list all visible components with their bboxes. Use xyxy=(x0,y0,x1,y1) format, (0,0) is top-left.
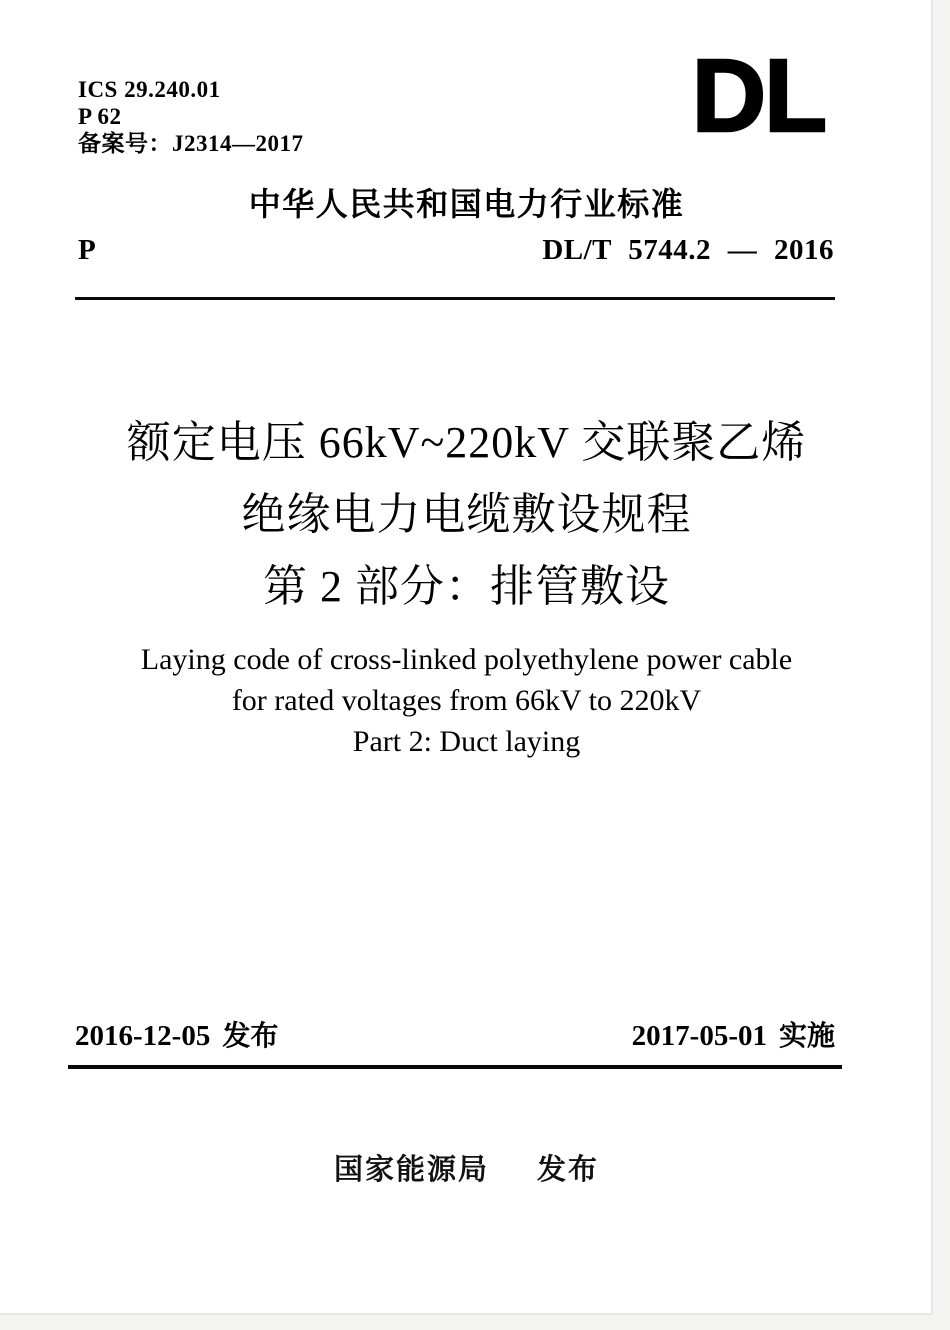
publisher-action: 发布 xyxy=(537,1154,600,1186)
implementation-date: 2017-05-01 xyxy=(631,1020,767,1052)
title-cn-line3: 第 2 部分：排管敷设 xyxy=(263,562,670,611)
issue-label: 发布 xyxy=(222,1020,279,1051)
issue-date: 2016-12-05 xyxy=(75,1020,211,1052)
title-cn-line2: 绝缘电力电缆敷设规程 xyxy=(241,490,692,539)
footer-divider-rule xyxy=(68,1065,842,1069)
title-en-line3: Part 2: Duct laying xyxy=(352,725,581,758)
implementation-label: 实施 xyxy=(778,1020,835,1051)
publisher-name: 国家能源局 xyxy=(333,1154,489,1186)
publisher-line xyxy=(0,1147,933,1188)
dates-row xyxy=(75,1014,835,1054)
title-en-line1: Laying code of cross-linked polyethylene power cable xyxy=(140,643,793,676)
code-block xyxy=(78,76,304,157)
classification-code: P 62 xyxy=(78,104,122,129)
title-chinese xyxy=(0,407,933,623)
standard-number-row xyxy=(78,234,834,267)
standard-type-heading: 中华人民共和国电力行业标准 xyxy=(248,186,685,222)
issue-date-group xyxy=(75,1014,278,1054)
title-cn-line1: 额定电压 66kV~220kV 交联聚乙烯 xyxy=(126,418,807,467)
doc-class-letter: P xyxy=(78,234,96,266)
ics-code: ICS 29.240.01 xyxy=(78,77,221,102)
title-english xyxy=(0,639,933,762)
header-divider-rule xyxy=(75,297,835,300)
dl-logo: DL xyxy=(691,38,825,153)
implementation-date-group xyxy=(632,1014,835,1054)
standard-number: DL/T 5744.2 — 2016 xyxy=(542,234,834,266)
record-number: 备案号：J2314—2017 xyxy=(78,131,304,156)
title-en-line2: for rated voltages from 66kV to 220kV xyxy=(231,684,702,717)
